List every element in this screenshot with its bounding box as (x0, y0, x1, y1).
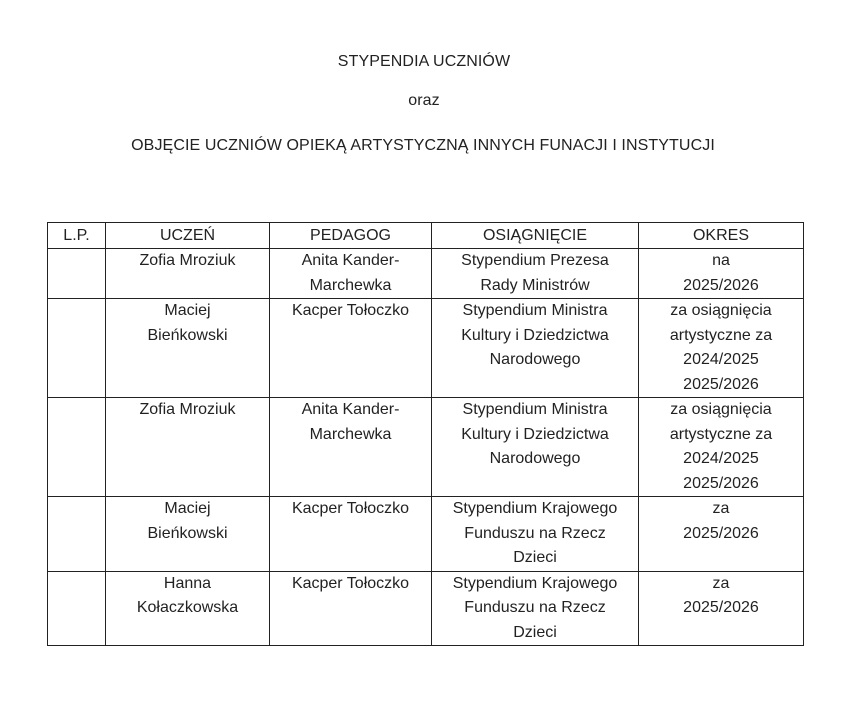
cell-uczen (106, 249, 270, 299)
table-row (48, 398, 804, 497)
cell-osiagniecie (432, 571, 639, 646)
table-row (48, 571, 804, 646)
cell-line: na (712, 252, 730, 269)
document-subtitle: OBJĘCIE UCZNIÓW OPIEKĄ ARTYSTYCZNĄ INNYCH FUNACJI I INSTYTUCJI (131, 137, 715, 154)
cell-line: Hanna (163, 574, 212, 592)
cell-line: 2025/2026 (683, 474, 759, 492)
column-header-uczen: UCZEŃ (106, 223, 270, 249)
cell-lp (48, 299, 106, 398)
cell-line: 2025/2026 (683, 375, 759, 393)
cell-line: Stypendium Krajowego (452, 500, 618, 517)
cell-line: 2025/2026 (683, 276, 759, 294)
cell-lp (48, 398, 106, 497)
cell-line: Kacper Tołoczko (291, 302, 410, 319)
cell-lp (48, 571, 106, 646)
cell-line: 2024/2025 (683, 351, 759, 368)
cell-line: 2024/2025 (683, 450, 759, 467)
cell-line: Bieńkowski (147, 326, 228, 344)
scholarship-table (47, 222, 804, 646)
cell-line: za osiągnięcia (670, 302, 772, 319)
cell-line: Kultury i Dziedzictwa (461, 326, 609, 344)
column-header-pedagog: PEDAGOG (270, 223, 432, 249)
table-row (48, 299, 804, 398)
table-header-row (48, 223, 804, 249)
document-title: STYPENDIA UCZNIÓW (337, 53, 511, 70)
cell-line: artystyczne za (669, 425, 773, 443)
cell-line: Zofia Mroziuk (139, 401, 236, 418)
cell-line: Maciej (164, 302, 211, 319)
cell-line: Kołaczkowska (136, 599, 239, 616)
cell-line: za (712, 574, 730, 592)
cell-line: Bieńkowski (147, 524, 228, 542)
cell-osiagniecie (432, 249, 639, 299)
cell-okres (639, 249, 804, 299)
cell-line: Dzieci (513, 549, 557, 566)
cell-line: Stypendium Ministra (462, 401, 608, 418)
cell-line: Stypendium Ministra (462, 302, 608, 319)
cell-line: Marchewka (309, 425, 392, 443)
cell-pedagog (270, 299, 432, 398)
cell-lp (48, 249, 106, 299)
cell-line: Narodowego (489, 351, 581, 368)
cell-line: 2025/2026 (683, 524, 759, 542)
cell-lp (48, 497, 106, 572)
cell-line: Kacper Tołoczko (291, 574, 410, 592)
cell-line: Funduszu na Rzecz (464, 599, 606, 616)
cell-okres (639, 497, 804, 572)
cell-line: Dzieci (513, 623, 557, 641)
cell-line: Zofia Mroziuk (139, 252, 236, 269)
table-row (48, 497, 804, 572)
cell-line: 2025/2026 (683, 599, 759, 616)
cell-pedagog (270, 571, 432, 646)
cell-line: Kultury i Dziedzictwa (461, 425, 609, 443)
cell-line: artystyczne za (669, 326, 773, 344)
cell-line: Narodowego (489, 450, 581, 467)
cell-line: Anita Kander- (301, 252, 400, 269)
cell-line: Anita Kander- (301, 401, 400, 418)
cell-okres (639, 571, 804, 646)
column-header-osiagniecie: OSIĄGNIĘCIE (432, 223, 639, 249)
cell-osiagniecie (432, 497, 639, 572)
cell-line: Marchewka (309, 276, 392, 294)
cell-pedagog (270, 398, 432, 497)
cell-okres (639, 299, 804, 398)
cell-uczen (106, 398, 270, 497)
cell-osiagniecie (432, 299, 639, 398)
cell-line: Funduszu na Rzecz (464, 524, 606, 542)
cell-okres (639, 398, 804, 497)
cell-line: Maciej (164, 500, 211, 517)
cell-osiagniecie (432, 398, 639, 497)
cell-uczen (106, 497, 270, 572)
cell-uczen (106, 299, 270, 398)
title-connector: oraz (408, 92, 440, 109)
cell-line: Stypendium Prezesa (461, 252, 609, 269)
cell-line: za (712, 500, 730, 517)
table-row (48, 249, 804, 299)
column-header-okres: OKRES (639, 223, 804, 249)
column-header-lp: L.P. (48, 223, 106, 249)
cell-line: Kacper Tołoczko (291, 500, 410, 517)
cell-pedagog (270, 497, 432, 572)
cell-line: za osiągnięcia (670, 401, 772, 418)
cell-pedagog (270, 249, 432, 299)
cell-line: Stypendium Krajowego (452, 574, 618, 592)
cell-line: Rady Ministrów (480, 276, 590, 294)
cell-uczen (106, 571, 270, 646)
